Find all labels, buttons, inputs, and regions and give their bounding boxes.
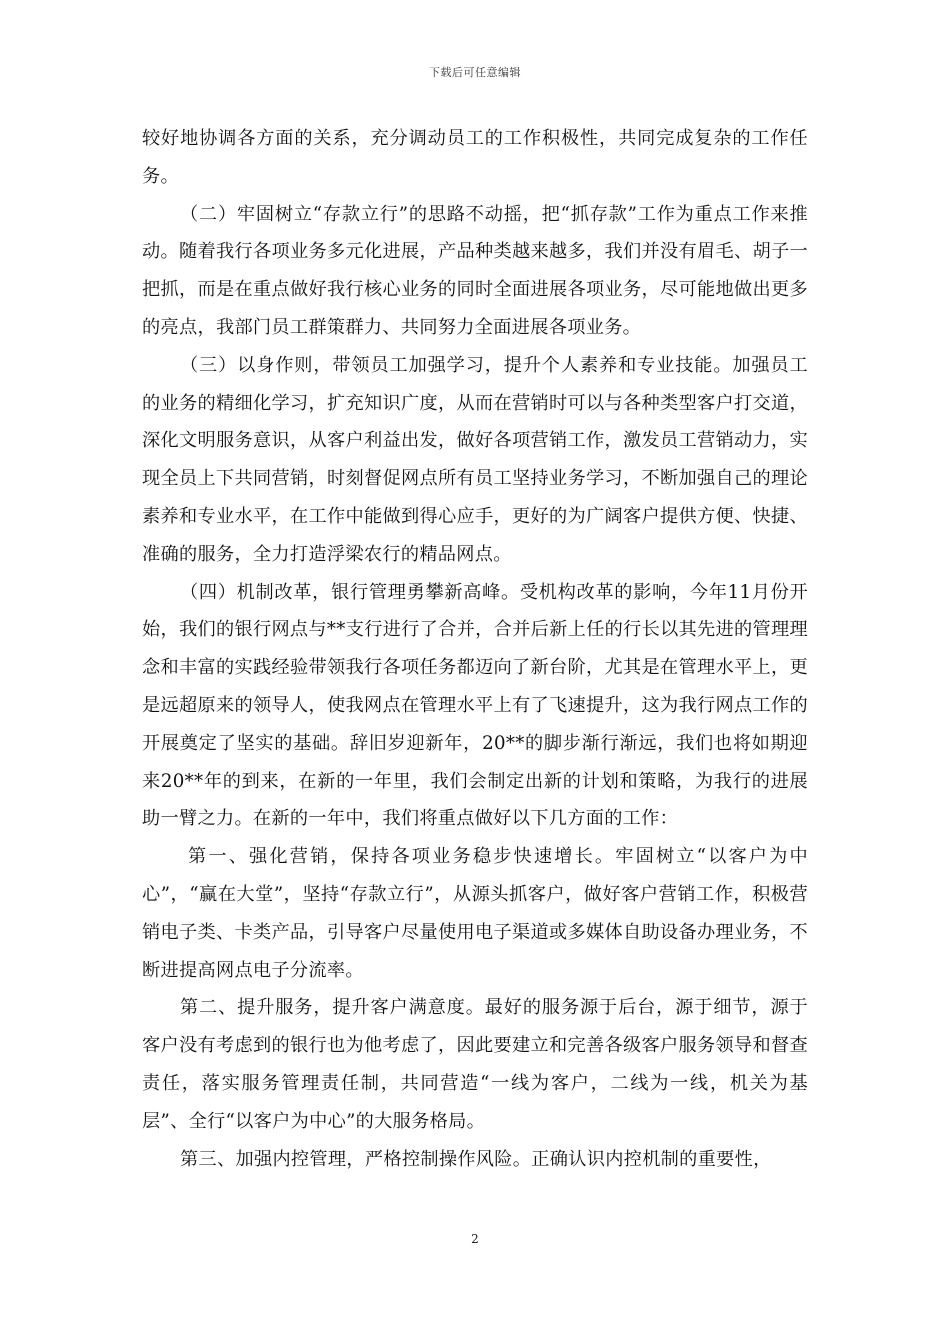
document-body: [142, 120, 808, 1178]
paragraph-first-marketing: 第一、强化营销，保持各项业务稳步快速增长。牢固树立“以客户为中心”，“赢在大堂”，坚持“存款立行”，从源头抓客户，做好客户营销工作，积极营销电子类、卡类产品，引导客户尽量使用电子渠道或多媒体自助设备办理业务，不断进提高网点电子分流率。: [142, 846, 808, 981]
page-number: 2: [471, 1232, 479, 1246]
page-header: 下载后可任意编辑: [429, 66, 521, 79]
paragraph-section-4: （四）机制改革，银行管理勇攀新高峰。受机构改革的影响，今年11月份开始，我们的银行网点与**支行进行了合并，合并后新上任的行长以其先进的管理理念和丰富的实践经验带领我行各项任务都迈向了新台阶，尤其是在管理水平上，更是远超原来的领导人，使我网点在管理水平上有了飞速提升，这为我行网点工作的开展奠定了坚实的基础。辞旧岁迎新年，20**的脚步渐行渐远，我们也将如期迎来20**年的到来，在新的一年里，我们会制定出新的计划和策略，为我行的进展助一臂之力。在新的一年中，我们将重点做好以下几方面的工作：: [142, 581, 808, 830]
paragraph-second-service: 第二、提升服务，提升客户满意度。最好的服务源于后台，源于细节，源于客户没有考虑到的银行也为他考虑了，因此要建立和完善各级客户服务领导和督查责任，落实服务管理责任制，共同营造“一线为客户，二线为一线，机关为基层”、全行“以客户为中心”的大服务格局。: [142, 997, 808, 1132]
paragraph-section-2: （二）牢固树立“存款立行”的思路不动摇，把“抓存款”工作为重点工作来推动。随着我行各项业务多元化进展，产品种类越来越多，我们并没有眉毛、胡子一把抓，而是在重点做好我行核心业务的同时全面进展各项业务，尽可能地做出更多的亮点，我部门员工群策群力、共同努力全面进展各项业务。: [142, 203, 808, 338]
paragraph-third-control: 第三、加强内控管理，严格控制操作风险。正确认识内控机制的重要性，: [180, 1148, 772, 1170]
paragraph-continuation: 较好地协调各方面的关系，充分调动员工的工作积极性，共同完成复杂的工作任务。: [142, 128, 808, 187]
paragraph-section-3: （三）以身作则，带领员工加强学习，提升个人素养和专业技能。加强员工的业务的精细化学习，扩充知识广度，从而在营销时可以与各种类型客户打交道，深化文明服务意识，从客户利益出发，做好各项营销工作，激发员工营销动力，实现全员上下共同营销，时刻督促网点所有员工坚持业务学习，不断加强自己的理论素养和专业水平，在工作中能做到得心应手，更好的为广阔客户提供方便、快捷、准确的服务，全力打造浮梁农行的精品网点。: [142, 354, 808, 565]
